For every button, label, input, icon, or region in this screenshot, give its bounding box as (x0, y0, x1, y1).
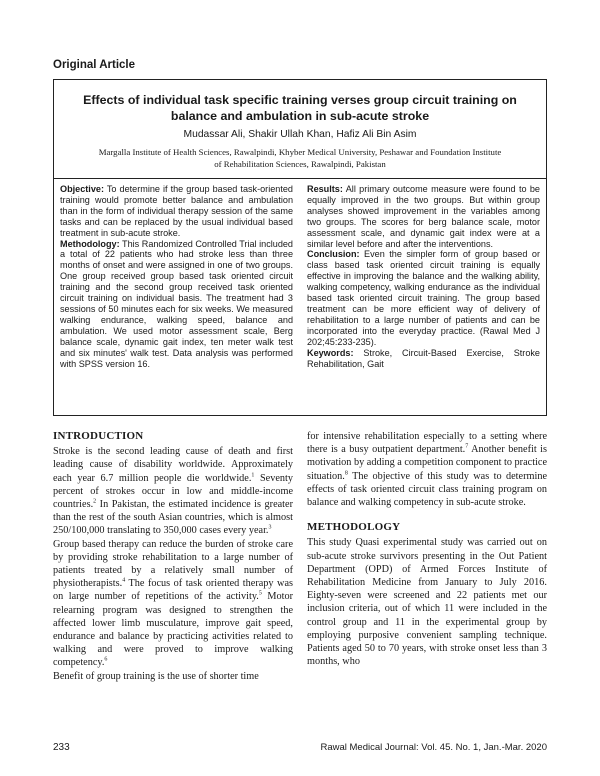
citation-6: 6 (104, 657, 108, 664)
page-number: 233 (53, 742, 70, 753)
intro-p1c-text: In Pakistan, the estimated incidence is greater than the rest of the south Asian countries, which is almost 250/100,000 translating to 350,000 cases every year. (53, 499, 293, 537)
results-text: All primary outcome measure were found to be equally improved in the two groups. But within group analyses showed improvement in the variables among two groups. The scores for berg balance scale, motor assessment scale, and dynamic gait index were at a similar level before and after the interventions. (307, 184, 540, 249)
abstract-right-column (307, 184, 540, 369)
methodology-paragraph-1: This study Quasi experimental study was carried out on sub-acute stroke survivors presenting in the Out Patient Department (OPD) of Armed Forces Institute of Rehabilitation Medicine from January to July 2016. Eighty-seven were screened and 22 patients met our inclusion criteria, out of which 11 were included in the control group and 11 in the experimental group by employing purposive convenient sampling technique. Patients aged 50 to 70 years, with stroke onset less than 3 months, who (307, 537, 547, 668)
results-label: Results: (307, 184, 343, 194)
intro-p2b-text: The focus of task oriented therapy was on large number of repetitions of the activity. (53, 578, 293, 603)
intro-p2-text: Group based therapy can reduce the burden of stroke care by providing stroke rehabilitation to a large number of patients treated by a relatively small number of physiotherapists. (53, 538, 293, 590)
intro-p4c-text: The objective of this study was to determine effects of task oriented circuit class training program on balance and walking competency in sub-acute stroke. (307, 470, 547, 509)
conclusion-label: Conclusion: (307, 249, 360, 260)
methodology-heading: METHODOLOGY (307, 521, 401, 534)
abstract-conclusion (307, 249, 540, 347)
citation-2: 2 (93, 498, 97, 505)
methodology-text: This Randomized Controlled Trial included a total of 22 patients who had stroke less than three months of onset and were assigned in one of two groups. One group received group based task oriented circuit training and the second group received task oriented circuit training on individual basis. The treatment had 3 sessions of 50 minutes each for six weeks. We measured walking endurance, walking speed, balance and ambulation. We used motor assessment scale, Berg balance scale, dynamic gait index, ten meter walk test and six minutes' walk test. Data analysis was performed with SPSS version 16. (60, 238, 293, 369)
keywords-text: Stroke, Circuit-Based Exercise, Stroke Rehabilitation, Gait (307, 347, 540, 369)
objective-label: Objective: (60, 184, 104, 194)
citation-3: 3 (268, 525, 272, 532)
citation-1: 1 (251, 472, 255, 479)
author-list: Mudassar Ali, Shakir Ullah Khan, Hafiz Ali Bin Asim (183, 129, 417, 140)
objective-text: To determine if the group based task-oriented training would promote better balance and ambulation than in the form of individual therapy session of the same tasks and can be replaced by the usual individual based treatment in sub-acute stroke. (60, 184, 293, 238)
abstract-objective (60, 184, 293, 239)
intro-p1b-text: Seventy percent of strokes occur in low and middle-income countries. (53, 472, 293, 511)
intro-p4b-text: Another benefit is motivation by adding a competition component to practice situation. (307, 444, 547, 482)
introduction-paragraph-4 (307, 430, 547, 509)
abstract-results (307, 184, 540, 249)
article-title: Effects of individual task specific training verses group circuit training on balance and ambulation in sub-acute stroke (83, 93, 517, 123)
intro-p4-text: for intensive rehabilitation especially to a setting where there is a busy outpatient department. (307, 431, 547, 456)
introduction-paragraph-2 (53, 538, 293, 670)
title-block (53, 79, 547, 179)
intro-p2c-text: Motor relearning program was designed to strengthen the affected lower limb musculature, improve gait speed, endurance and balance by practicing activities related to walking and were proved to improve walking competency. (53, 591, 293, 669)
affiliation: Margalla Institute of Health Sciences, Rawalpindi, Khyber Medical University, Peshawar and Foundation Institute of Rehabilitation Sciences, Rawalpindi, Pakistan (98, 147, 502, 169)
introduction-paragraph-1 (53, 445, 293, 537)
body-right-column (307, 430, 547, 668)
abstract-box (53, 179, 547, 416)
introduction-heading: INTRODUCTION (53, 430, 144, 442)
citation-5: 5 (258, 591, 262, 598)
body-left-column (53, 430, 293, 683)
citation-4: 4 (122, 577, 126, 584)
methodology-label: Methodology: (60, 238, 120, 249)
article-type-label: Original Article (53, 59, 136, 71)
citation-8: 8 (344, 470, 348, 477)
abstract-left-column (60, 184, 293, 369)
keywords-label: Keywords: (307, 347, 354, 358)
abstract-methodology (60, 239, 293, 370)
conclusion-text: Even the simpler form of group based or class based task oriented circuit training is equally effective in improving the balance and the walking ability, walking competency, walking endurance as the individual based task oriented circuit training. The group based treatment can be more efficient way of delivery of rehabilitation to a large number of patients and can be incorporated into the everyday practice. (Rawal Med J 202;45:233-235). (307, 249, 540, 347)
citation-7: 7 (465, 443, 469, 450)
abstract-keywords (307, 348, 540, 370)
intro-p1-text: Stroke is the second leading cause of death and first leading cause of disability worldwide. Approximately each year 6.7 million people die worldwide. (53, 446, 293, 484)
journal-citation: Rawal Medical Journal: Vol. 45. No. 1, Jan.-Mar. 2020 (320, 742, 547, 753)
introduction-paragraph-3 (53, 670, 293, 683)
intro-p3-text: Benefit of group training is the use of shorter time (53, 670, 259, 682)
